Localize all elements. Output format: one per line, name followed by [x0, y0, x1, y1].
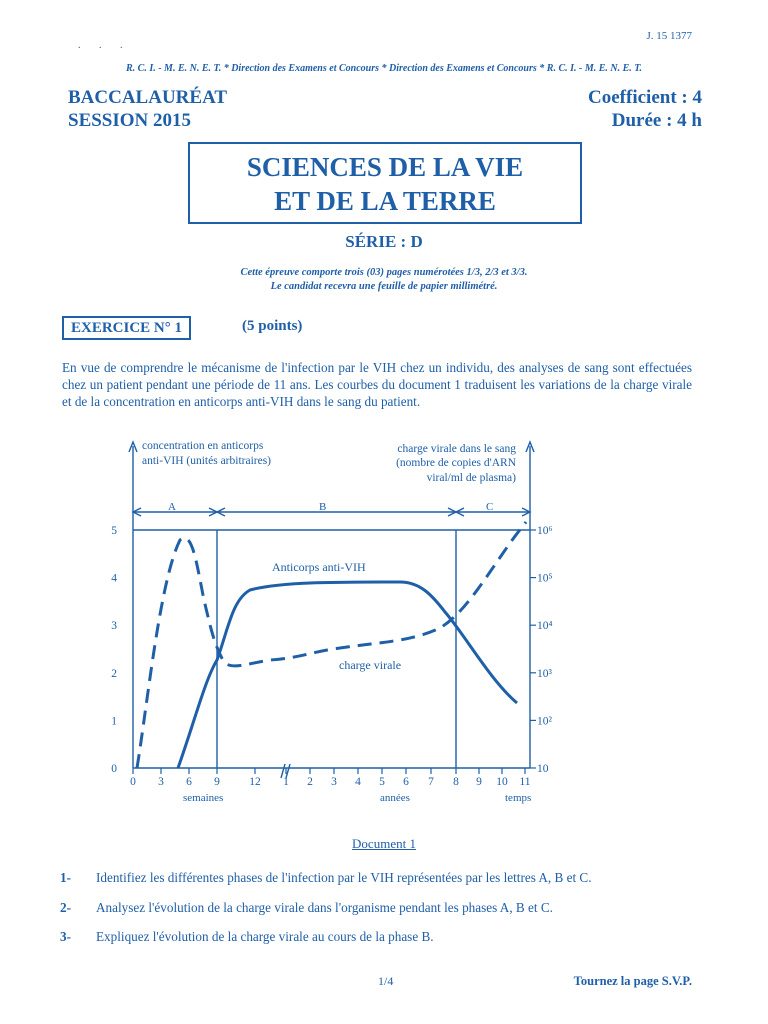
- x-unit-years: années: [380, 792, 410, 804]
- question-text: Analysez l'évolution de la charge virale dans l'organisme pendant les phases A, B et C.: [96, 900, 553, 915]
- x-tick-label: 1: [283, 776, 289, 788]
- scan-dots: . . .: [78, 40, 131, 51]
- right-tick-label: 10³: [537, 667, 552, 680]
- exam-session: SESSION 2015: [68, 110, 192, 131]
- x-tick-label: 0: [130, 776, 136, 788]
- left-axis-label-line2: anti-VIH (unités arbitraires): [142, 455, 272, 467]
- serie-label: SÉRIE : D: [345, 232, 423, 251]
- hiv-chart: [100, 430, 570, 820]
- question-number: 2-: [60, 900, 71, 915]
- question-number: 1-: [60, 870, 71, 885]
- x-unit-weeks: semaines: [183, 792, 224, 804]
- x-tick-label: 4: [355, 776, 361, 788]
- x-axis-title: temps: [505, 792, 532, 804]
- phase-label-b: B: [319, 501, 327, 513]
- x-tick-label: 7: [428, 776, 434, 788]
- exercise-label: EXERCICE N° 1: [62, 316, 191, 340]
- right-tick-label: 10²: [537, 715, 552, 728]
- exercise-points: (5 points): [242, 318, 303, 334]
- series-antibody-curve: [178, 582, 517, 768]
- exam-note: [0, 266, 768, 294]
- document-caption: Document 1: [352, 836, 416, 851]
- x-tick-label: 5: [379, 776, 385, 788]
- left-tick-label: 0: [111, 763, 117, 775]
- page-number: 1/4: [378, 974, 394, 988]
- x-tick-label: 12: [249, 776, 261, 788]
- reference-code: J. 15 1377: [646, 30, 692, 42]
- left-tick-label: 3: [111, 620, 117, 633]
- right-axis-label-line2: (nombre de copies d'ARN: [396, 457, 516, 469]
- right-axis-label-line3: viral/ml de plasma): [426, 472, 516, 484]
- right-tick-label: 10⁴: [537, 620, 553, 633]
- question-2: [60, 900, 553, 916]
- series-viral-load-curve: [137, 522, 526, 768]
- left-axis-label-line1: concentration en anticorps: [142, 440, 264, 452]
- exam-info: [68, 86, 227, 132]
- x-tick-label: 10: [496, 776, 508, 788]
- note-line2: Le candidat recevra une feuille de papier millimétré.: [270, 281, 498, 292]
- left-tick-label: 4: [111, 572, 117, 585]
- x-tick-label: 11: [519, 776, 531, 788]
- right-tick-label: 10⁵: [537, 572, 553, 585]
- x-tick-label: 9: [476, 776, 482, 788]
- subject-title-box: [188, 142, 582, 224]
- left-tick-label: 5: [111, 525, 117, 537]
- right-tick-label: 10⁶: [537, 525, 553, 537]
- header-institution-line: R. C. I. - M. E. N. E. T. * Direction des Examens et Concours * Direction des Examens et Concours * R. C. I. - M. E. N. E. T.: [126, 63, 642, 74]
- x-tick-label: 3: [331, 776, 337, 788]
- left-tick-label: 1: [111, 715, 117, 728]
- exam-meta: [588, 86, 702, 132]
- question-1: [60, 870, 592, 886]
- coefficient: Coefficient : 4: [588, 87, 702, 108]
- question-text: Identifiez les différentes phases de l'infection par le VIH représentées par les lettres A, B et C.: [96, 870, 592, 885]
- x-tick-label: 8: [453, 776, 459, 788]
- subject-title-line1: SCIENCES DE LA VIE: [246, 152, 524, 182]
- x-tick-label: 6: [186, 776, 192, 788]
- x-tick-label: 9: [214, 776, 220, 788]
- x-tick-label: 2: [307, 776, 313, 788]
- note-line1: Cette épreuve comporte trois (03) pages numérotées 1/3, 2/3 et 3/3.: [240, 267, 528, 278]
- turn-page-note: Tournez la page S.V.P.: [573, 974, 692, 988]
- phase-label-a: A: [168, 501, 176, 513]
- x-tick-label: 6: [403, 776, 409, 788]
- series-label-viral-load: charge virale: [339, 658, 402, 672]
- series-label-antibody: Anticorps anti-VIH: [272, 560, 366, 574]
- question-number: 3-: [60, 929, 71, 944]
- exercise-intro: En vue de comprendre le mécanisme de l'infection par le VIH chez un individu, des analyses de sang sont effectuées chez un patient pendant une période de 11 ans. Les courbes du document 1 traduisent les variations de la charge virale et de la concentration en anticorps anti-VIH dans le sang du patient.: [62, 360, 692, 409]
- exam-name: BACCALAURÉAT: [68, 87, 228, 108]
- question-text: Expliquez l'évolution de la charge virale au cours de la phase B.: [96, 929, 434, 944]
- left-tick-label: 2: [111, 667, 117, 680]
- subject-title-line2: ET DE LA TERRE: [274, 186, 496, 216]
- phase-label-c: C: [486, 501, 494, 513]
- right-axis-label-line1: charge virale dans le sang: [397, 443, 516, 455]
- question-3: [60, 929, 434, 945]
- x-tick-label: 3: [158, 776, 164, 788]
- duration: Durée : 4 h: [611, 110, 702, 131]
- right-tick-label: 10: [537, 763, 549, 775]
